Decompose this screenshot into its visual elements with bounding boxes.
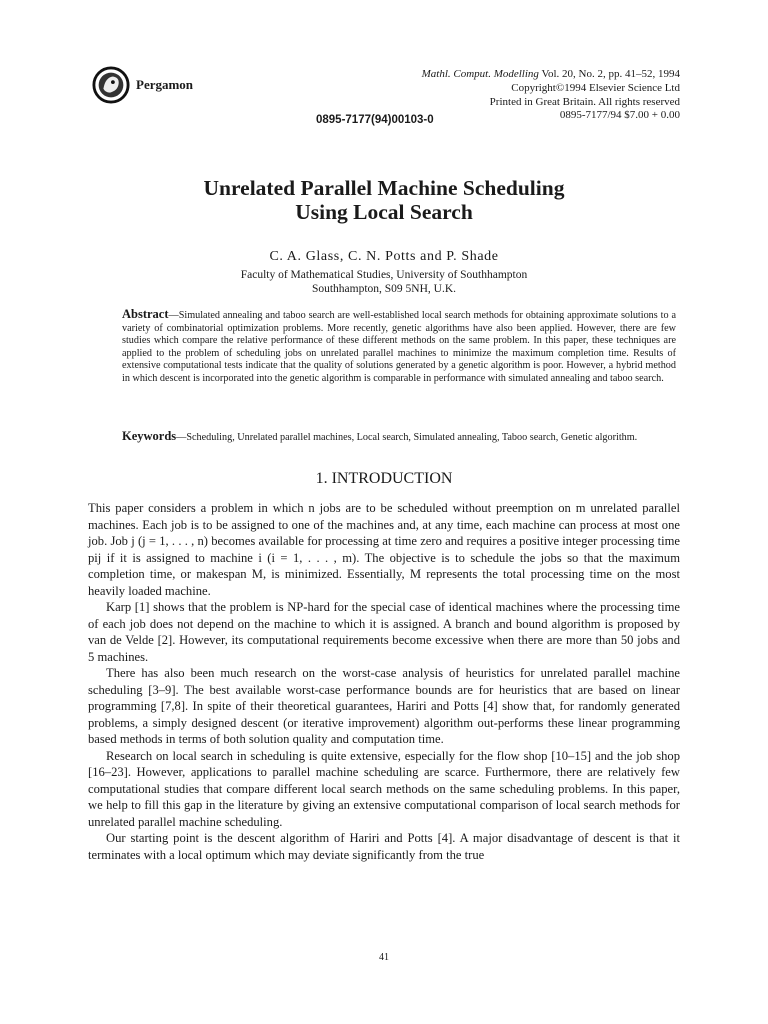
price-line: 0895-7177/94 $7.00 + 0.00 (559, 109, 680, 121)
page-number: 41 (379, 952, 389, 963)
paragraph-5: Our starting point is the descent algorithm of Hariri and Potts [4]. A major disadvantage of descent is that it terminates with a local optimum which may deviate significantly from the true (88, 831, 680, 862)
section-heading: 1. INTRODUCTION (315, 470, 453, 487)
paragraph-2: Karp [1] shows that the problem is NP-hard for the special case of identical machines where the processing time of each job does not depend on the machine to which it is assigned. A branch and bound algorithm is proposed by van de Velde [2]. However, its computational requirements become excessive when there are more than 50 jobs and 5 machines. (88, 600, 680, 664)
journal-info (422, 67, 680, 109)
keywords-label: Keywords (122, 429, 177, 443)
publisher-name: Pergamon (136, 77, 194, 92)
title-line-1: Unrelated Parallel Machine Scheduling (203, 176, 565, 200)
printed-line: Printed in Great Britain. All rights reserved (489, 96, 680, 108)
keywords-text: —Scheduling, Unrelated parallel machines, Local search, Simulated annealing, Taboo search, Genetic algorithm. (176, 432, 638, 443)
title-line-2: Using Local Search (295, 200, 473, 224)
journal-citation (422, 67, 680, 81)
abstract-label: Abstract (122, 307, 169, 321)
doi-code: 0895-7177(94)00103-0 (316, 114, 434, 126)
paper-title (90, 176, 678, 224)
copyright-line: Copyright©1994 Elsevier Science Ltd (511, 82, 680, 94)
authors: C. A. Glass, C. N. Potts and P. Shade (269, 249, 499, 264)
paragraph-4: Research on local search in scheduling is quite extensive, especially for the flow shop [10–15] and the job shop [16–23]. However, applications to parallel machine scheduling are scarce. Furthermore, there are relatively few computational studies that compare different local search methods on the same scheduling problems. In this paper, we help to fill this gap in the literature by giving an extensive computational comparison of local search methods for unrelated parallel machine scheduling. (88, 748, 680, 829)
publisher-block (92, 66, 193, 104)
abstract (122, 308, 676, 386)
paragraph-1: This paper considers a problem in which n jobs are to be scheduled without preemption on m unrelated parallel machines. Each job is to be assigned to one of the machines and, at any time, each machine can process at most one job. Job j (j = 1, . . . , n) becomes available for processing at time zero and requires a positive integer processing time pij if it is assigned to machine i (i = 1, . . . , m). The objective is to schedule the jobs so that the maximum completion time, or makespan M, is minimized. Essentially, M represents the total processing time on the most heavily loaded machine. (88, 501, 680, 598)
affiliation-line-1: Faculty of Mathematical Studies, University of Southhampton (240, 269, 528, 281)
journal-name: Mathl. Comput. Modelling (421, 68, 539, 80)
introduction-body (88, 500, 680, 863)
keywords (122, 430, 676, 445)
pergamon-logo-icon (92, 66, 130, 104)
abstract-text: —Simulated annealing and taboo search are well-established local search methods for obtaining approximate solutions to a variety of combinatorial optimization problems. More recently, genetic algorithms have also been applied. However, there are few studies which compare the relative performance of these different methods on the same problem. In this paper, these techniques are applied to the problem of scheduling jobs on unrelated parallel machines to minimize the maximum completion time. Results of extensive computational tests indicate that the quality of solutions generated by a genetic algorithm is poor. However, a hybrid method in which descent is incorporated into the genetic algorithm is comparable in performance with simulated annealing and taboo search. (122, 310, 676, 384)
paragraph-3: There has also been much research on the worst-case analysis of heuristics for unrelated parallel machine scheduling [3–9]. The best available worst-case performance bounds are for heuristics that are based on linear programming [7,8]. In spite of their theoretical guarantees, Hariri and Potts [4] show that, for randomly generated problems, a simply designed descent (or iterative improvement) algorithm out-performs these linear programming based methods in terms of both solution quality and computation time. (88, 666, 680, 746)
journal-volume: Vol. 20, No. 2, pp. 41–52, 1994 (538, 68, 680, 80)
affiliation (90, 268, 678, 296)
affiliation-line-2: Southhampton, S09 5NH, U.K. (311, 283, 457, 295)
